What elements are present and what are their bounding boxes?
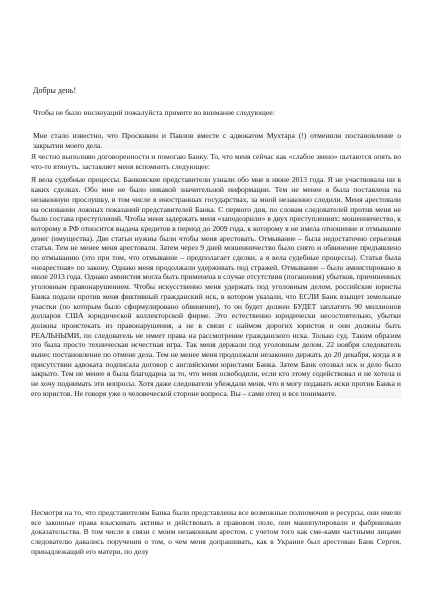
intro-paragraph: Чтобы не было инсинуаций пожалуйста примите во внимание следующее: — [33, 108, 275, 117]
main-lead-paragraph: Я честно выполняю договоренности и помогаю Банку. То, что меня сейчас как «слабое звено» пытаются опять во что-то втянуть, заставляет меня вспомнить следующее: — [31, 152, 401, 171]
tail-paragraph: Несмотря на то, что представителям Банка были представлены все возможные полномочия и ресурсы, они имели все законные права взыскивать активы и действовать в правовом поле, они манипулировали и фабриковали доказательства. В том числе в связи с моим незаконным арестом, с учетом того как сме-ками частными лицами следователю давались поручения о том, о чем меня допрашивать, как в Украине был арестован Банк Сергея, принадлежащий его матери, по делу — [31, 508, 401, 556]
note-paragraph: Мне стало известно, что Проскнкин и Павлов вместе с адвокатом Мухтара (!) отменили постановление о закрытии моего дела. — [33, 131, 401, 150]
main-body-paragraph: Я вела судебные процессы. Банковские представители узнали обо мне в июне 2013 года. Я не участвовала ни в каких сделках. Обо мне не было никакой значительной информации. Тем не менее я была поставлена на незаконную прослушку, в том числе в иностранных государствах, за мной незаконно следили. Меня арестовали на основании ложных показаний представителей Банка. С первого дня, по словам следователей против меня не было состава преступлений. Чтобы меня задержать меня «заподозрили» в двух преступлениях: мошенничество, к которому в РФ относится выдача кредитов в период до 2009 года, к которому я не имела отношение и отмывание денег (имущества). Две статьи нужны были чтобы меня арестовать. Отмывание – была недостаточно серьезная статья. Тем не менее меня арестовали. Затем через 9 дней мошенничество было снято и обвинение предъявлено по отмыванию (это при том, что отмывание – предполагает сделки, а я вела судебные процессы). Статья была «неарестная» по закону. Однако меня продолжали удерживать под стражей. Отмывание – было амнистировано в июле 2013 года. Однако амнистия могла быть применена в случае отсутствия (погашения) убытков, причиненных уголовным правонарушением. Чтобы искусственно меня удержать под уголовным делом, российские юристы Банка подали против меня фиктивный гражданский иск, в котором указали, что ЕСЛИ Банк взыщет земельные участки (по которым было сформулировано обвинение), то он будет должен БУДЕТ заплатить 90 миллионов долларов США юридической коллекторской фирме. Это естественно юридически несостоятельно, убытки должны проистекать из правонарушения, а не в связи с наймом дорогих юристов и они должны быть РЕАЛЬНЫМИ, по следователь не имеет права на рассмотрение гражданского иска. Только суд. Таким образом это была просто техническая исчестная игра. Так меня держали под уголовным делом. 22 ноября следователь вынес постановление по отмене дела. Тем не менее меня продолжали незаконно держать до 20 декабря, когда я в присутствии адвоката подписала договор с английскими юристами Банка. Затем Банк отозвал иск и дело было закрыто. Тем не менее я была благодарна за то, что меня освободили, если кто этому содействовал и не хотела и не хочу поднимать эти вопросы. Хотя даже следователи убеждали меня, что я могу подавать иски против Банка и его юристов. Не говоря уже о человеческой стороне вопроса. Вы – сами отец и все понимаете. — [31, 175, 401, 398]
greeting: Добры день! — [33, 86, 77, 95]
main-section — [31, 152, 401, 399]
